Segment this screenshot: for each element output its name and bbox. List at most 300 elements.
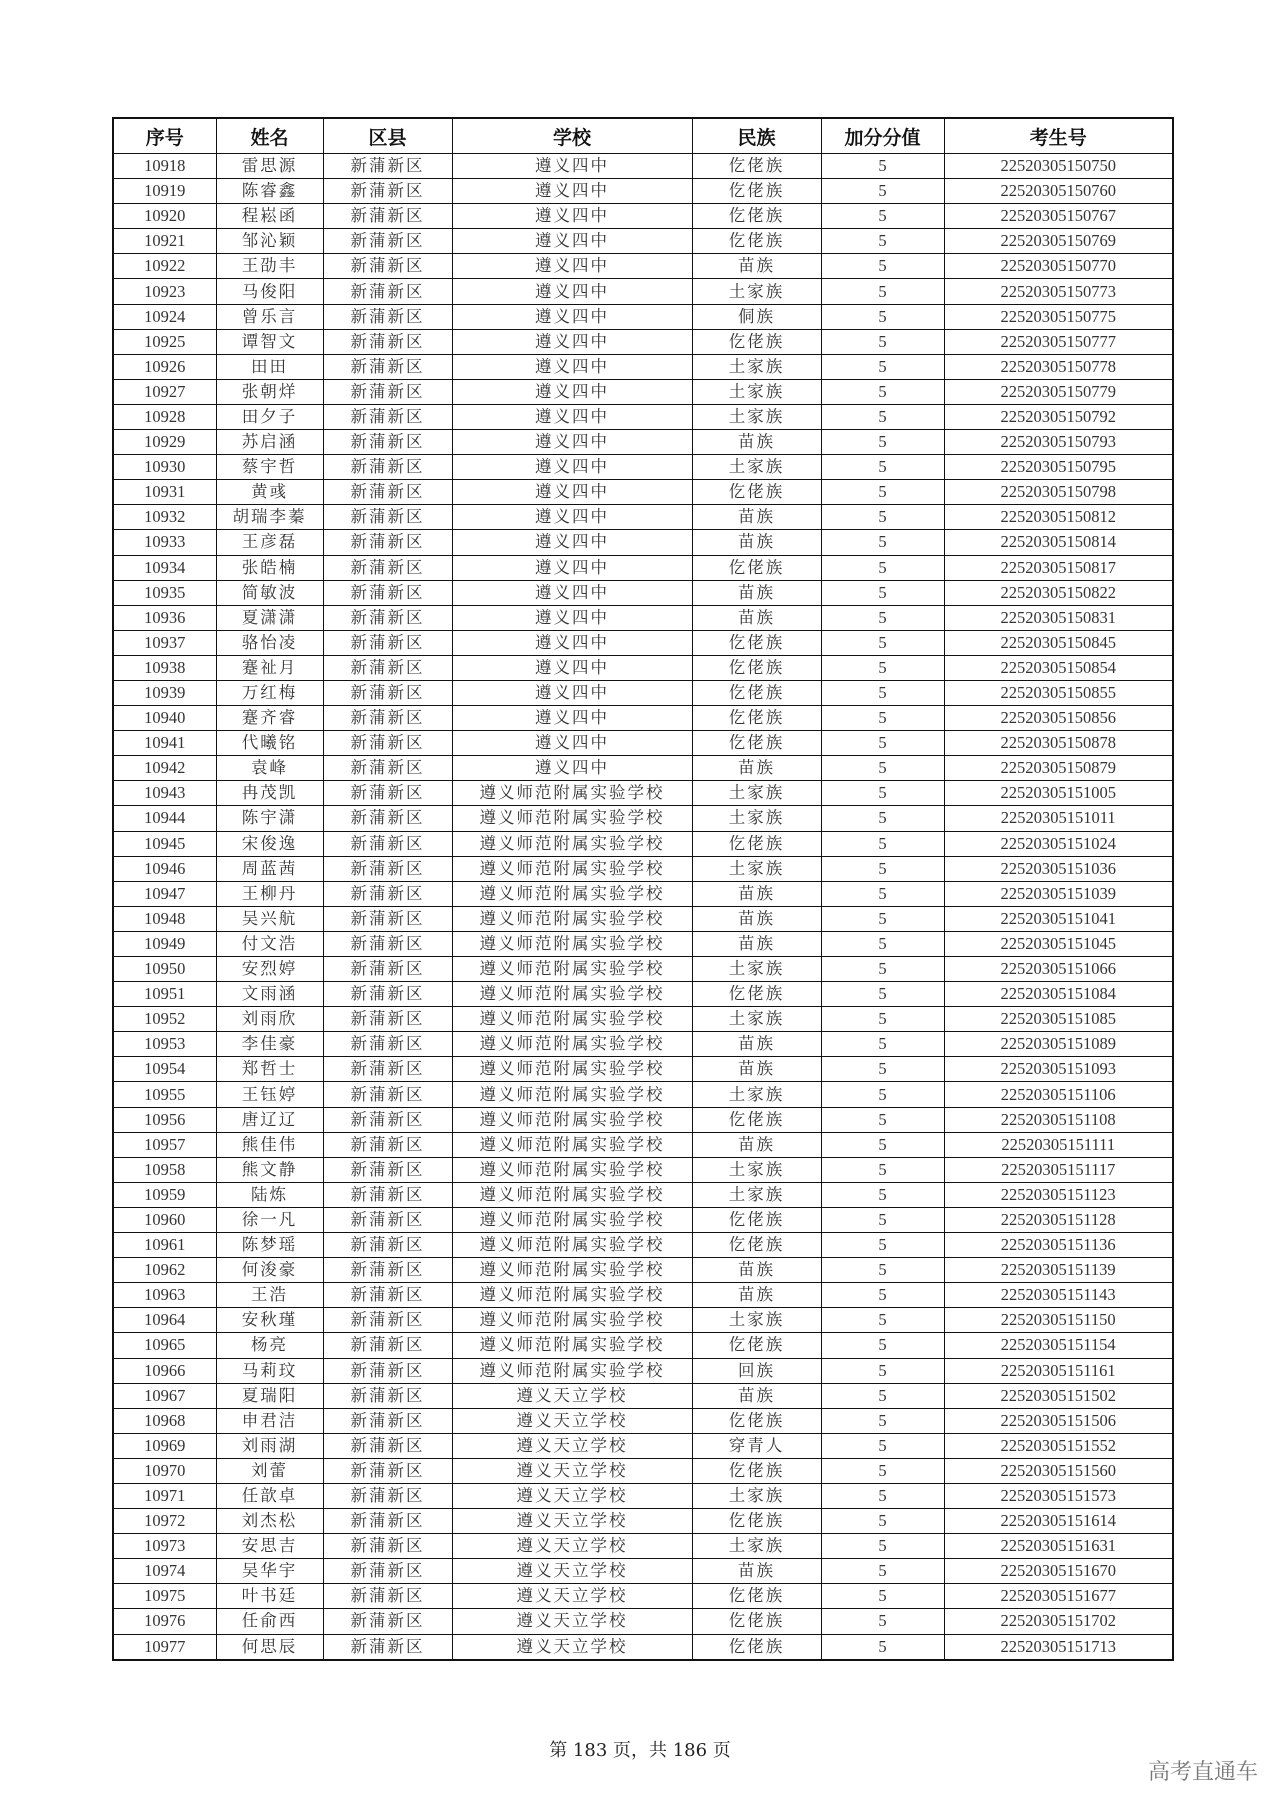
cell-name: 宋俊逸: [216, 831, 323, 856]
cell-exam-id: 22520305151039: [944, 881, 1173, 906]
cell-ethnicity: 土家族: [692, 806, 821, 831]
table-row: [113, 856, 1173, 881]
cell-bonus-points: 5: [821, 555, 944, 580]
cell-name: 马莉玟: [216, 1358, 323, 1383]
header-exam-id: 考生号: [944, 118, 1173, 154]
cell-school: 遵义天立学校: [452, 1534, 692, 1559]
cell-index: 10972: [113, 1509, 216, 1534]
table-row: [113, 957, 1173, 982]
cell-exam-id: 22520305151108: [944, 1107, 1173, 1132]
cell-name: 谭智文: [216, 329, 323, 354]
cell-index: 10960: [113, 1207, 216, 1232]
cell-index: 10942: [113, 756, 216, 781]
table-row: [113, 1609, 1173, 1634]
cell-index: 10925: [113, 329, 216, 354]
cell-name: 刘雨欣: [216, 1007, 323, 1032]
cell-bonus-points: 5: [821, 1182, 944, 1207]
cell-school: 遵义天立学校: [452, 1609, 692, 1634]
cell-ethnicity: 苗族: [692, 1132, 821, 1157]
cell-name: 李佳豪: [216, 1032, 323, 1057]
cell-exam-id: 22520305150798: [944, 480, 1173, 505]
cell-index: 10966: [113, 1358, 216, 1383]
cell-bonus-points: 5: [821, 1207, 944, 1232]
cell-index: 10945: [113, 831, 216, 856]
table-body: [113, 154, 1173, 1660]
cell-ethnicity: 穿青人: [692, 1433, 821, 1458]
cell-ethnicity: 土家族: [692, 279, 821, 304]
cell-exam-id: 22520305151573: [944, 1483, 1173, 1508]
cell-ethnicity: 仡佬族: [692, 154, 821, 179]
cell-ethnicity: 土家族: [692, 1082, 821, 1107]
cell-exam-id: 22520305151161: [944, 1358, 1173, 1383]
cell-school: 遵义师范附属实验学校: [452, 806, 692, 831]
cell-ethnicity: 土家族: [692, 856, 821, 881]
table-row: [113, 254, 1173, 279]
table-row: [113, 229, 1173, 254]
roster-table: [112, 117, 1174, 1661]
cell-ethnicity: 苗族: [692, 906, 821, 931]
cell-district: 新蒲新区: [323, 630, 452, 655]
cell-ethnicity: 仡佬族: [692, 731, 821, 756]
cell-bonus-points: 5: [821, 1082, 944, 1107]
cell-index: 10943: [113, 781, 216, 806]
cell-district: 新蒲新区: [323, 1458, 452, 1483]
cell-name: 田夕子: [216, 404, 323, 429]
cell-index: 10948: [113, 906, 216, 931]
cell-district: 新蒲新区: [323, 179, 452, 204]
cell-index: 10953: [113, 1032, 216, 1057]
cell-name: 陈梦瑶: [216, 1233, 323, 1258]
table-row: [113, 931, 1173, 956]
table-row: [113, 1132, 1173, 1157]
table-row: [113, 354, 1173, 379]
cell-index: 10958: [113, 1157, 216, 1182]
cell-exam-id: 22520305150831: [944, 605, 1173, 630]
cell-district: 新蒲新区: [323, 1433, 452, 1458]
cell-school: 遵义四中: [452, 154, 692, 179]
cell-name: 代曦铭: [216, 731, 323, 756]
cell-index: 10933: [113, 530, 216, 555]
cell-district: 新蒲新区: [323, 404, 452, 429]
cell-exam-id: 22520305150773: [944, 279, 1173, 304]
cell-index: 10974: [113, 1559, 216, 1584]
cell-exam-id: 22520305151041: [944, 906, 1173, 931]
cell-ethnicity: 苗族: [692, 1283, 821, 1308]
table-row: [113, 1283, 1173, 1308]
cell-district: 新蒲新区: [323, 1584, 452, 1609]
cell-index: 10965: [113, 1333, 216, 1358]
cell-index: 10946: [113, 856, 216, 881]
cell-index: 10949: [113, 931, 216, 956]
cell-name: 骆怡凌: [216, 630, 323, 655]
cell-district: 新蒲新区: [323, 982, 452, 1007]
cell-school: 遵义师范附属实验学校: [452, 831, 692, 856]
cell-exam-id: 22520305150878: [944, 731, 1173, 756]
cell-district: 新蒲新区: [323, 1283, 452, 1308]
cell-exam-id: 22520305150777: [944, 329, 1173, 354]
cell-district: 新蒲新区: [323, 1408, 452, 1433]
table-row: [113, 1157, 1173, 1182]
cell-index: 10929: [113, 430, 216, 455]
cell-ethnicity: 回族: [692, 1358, 821, 1383]
cell-name: 唐辽辽: [216, 1107, 323, 1132]
cell-exam-id: 22520305151123: [944, 1182, 1173, 1207]
cell-name: 熊文静: [216, 1157, 323, 1182]
cell-bonus-points: 5: [821, 1007, 944, 1032]
cell-district: 新蒲新区: [323, 1057, 452, 1082]
table-row: [113, 806, 1173, 831]
cell-bonus-points: 5: [821, 1483, 944, 1508]
cell-index: 10938: [113, 655, 216, 680]
cell-name: 张皓楠: [216, 555, 323, 580]
cell-index: 10934: [113, 555, 216, 580]
cell-school: 遵义天立学校: [452, 1509, 692, 1534]
cell-district: 新蒲新区: [323, 354, 452, 379]
cell-ethnicity: 侗族: [692, 304, 821, 329]
cell-exam-id: 22520305151139: [944, 1258, 1173, 1283]
cell-bonus-points: 5: [821, 480, 944, 505]
cell-index: 10931: [113, 480, 216, 505]
cell-school: 遵义师范附属实验学校: [452, 1283, 692, 1308]
cell-index: 10952: [113, 1007, 216, 1032]
cell-bonus-points: 5: [821, 455, 944, 480]
cell-name: 万红梅: [216, 680, 323, 705]
cell-ethnicity: 苗族: [692, 1559, 821, 1584]
cell-bonus-points: 5: [821, 354, 944, 379]
cell-name: 刘雨湖: [216, 1433, 323, 1458]
cell-bonus-points: 5: [821, 580, 944, 605]
cell-bonus-points: 5: [821, 831, 944, 856]
table-row: [113, 379, 1173, 404]
cell-index: 10968: [113, 1408, 216, 1433]
cell-exam-id: 22520305150879: [944, 756, 1173, 781]
cell-school: 遵义四中: [452, 680, 692, 705]
cell-exam-id: 22520305150792: [944, 404, 1173, 429]
cell-exam-id: 22520305151011: [944, 806, 1173, 831]
table-row: [113, 430, 1173, 455]
cell-name: 夏潇潇: [216, 605, 323, 630]
cell-name: 郑哲士: [216, 1057, 323, 1082]
cell-bonus-points: 5: [821, 680, 944, 705]
cell-exam-id: 22520305150760: [944, 179, 1173, 204]
cell-index: 10962: [113, 1258, 216, 1283]
table-row: [113, 455, 1173, 480]
table-row: [113, 1383, 1173, 1408]
cell-school: 遵义四中: [452, 756, 692, 781]
cell-bonus-points: 5: [821, 1509, 944, 1534]
table-row: [113, 731, 1173, 756]
cell-name: 胡瑞李蓁: [216, 505, 323, 530]
cell-district: 新蒲新区: [323, 505, 452, 530]
cell-exam-id: 22520305150769: [944, 229, 1173, 254]
cell-bonus-points: 5: [821, 1057, 944, 1082]
cell-exam-id: 22520305151702: [944, 1609, 1173, 1634]
table-row: [113, 179, 1173, 204]
cell-name: 夏瑞阳: [216, 1383, 323, 1408]
cell-district: 新蒲新区: [323, 430, 452, 455]
table-row: [113, 1634, 1173, 1660]
cell-bonus-points: 5: [821, 856, 944, 881]
cell-school: 遵义师范附属实验学校: [452, 957, 692, 982]
cell-exam-id: 22520305151093: [944, 1057, 1173, 1082]
table-row: [113, 505, 1173, 530]
cell-ethnicity: 土家族: [692, 1483, 821, 1508]
cell-bonus-points: 5: [821, 756, 944, 781]
cell-district: 新蒲新区: [323, 605, 452, 630]
cell-bonus-points: 5: [821, 1107, 944, 1132]
cell-name: 苏启涵: [216, 430, 323, 455]
cell-school: 遵义师范附属实验学校: [452, 1157, 692, 1182]
cell-index: 10963: [113, 1283, 216, 1308]
cell-exam-id: 22520305151117: [944, 1157, 1173, 1182]
cell-district: 新蒲新区: [323, 731, 452, 756]
table-row: [113, 555, 1173, 580]
cell-exam-id: 22520305150854: [944, 655, 1173, 680]
cell-ethnicity: 仡佬族: [692, 1408, 821, 1433]
cell-bonus-points: 5: [821, 605, 944, 630]
cell-index: 10964: [113, 1308, 216, 1333]
cell-school: 遵义四中: [452, 655, 692, 680]
cell-school: 遵义天立学校: [452, 1584, 692, 1609]
cell-name: 吴兴航: [216, 906, 323, 931]
cell-school: 遵义四中: [452, 279, 692, 304]
cell-school: 遵义师范附属实验学校: [452, 982, 692, 1007]
table-row: [113, 1032, 1173, 1057]
cell-district: 新蒲新区: [323, 1233, 452, 1258]
cell-district: 新蒲新区: [323, 480, 452, 505]
cell-name: 蹇祉月: [216, 655, 323, 680]
cell-name: 陈宇潇: [216, 806, 323, 831]
cell-ethnicity: 仡佬族: [692, 1233, 821, 1258]
table-row: [113, 1082, 1173, 1107]
cell-district: 新蒲新区: [323, 655, 452, 680]
cell-bonus-points: 5: [821, 229, 944, 254]
cell-school: 遵义师范附属实验学校: [452, 1333, 692, 1358]
cell-district: 新蒲新区: [323, 706, 452, 731]
cell-name: 付文浩: [216, 931, 323, 956]
cell-bonus-points: 5: [821, 1408, 944, 1433]
cell-school: 遵义四中: [452, 706, 692, 731]
cell-name: 王浩: [216, 1283, 323, 1308]
cell-school: 遵义师范附属实验学校: [452, 1082, 692, 1107]
table-row: [113, 404, 1173, 429]
cell-district: 新蒲新区: [323, 1509, 452, 1534]
cell-school: 遵义师范附属实验学校: [452, 1207, 692, 1232]
cell-index: 10930: [113, 455, 216, 480]
cell-school: 遵义四中: [452, 204, 692, 229]
cell-index: 10918: [113, 154, 216, 179]
cell-school: 遵义四中: [452, 731, 692, 756]
cell-district: 新蒲新区: [323, 931, 452, 956]
cell-school: 遵义师范附属实验学校: [452, 1107, 692, 1132]
cell-bonus-points: 5: [821, 329, 944, 354]
cell-district: 新蒲新区: [323, 1534, 452, 1559]
cell-ethnicity: 土家族: [692, 1182, 821, 1207]
cell-index: 10950: [113, 957, 216, 982]
cell-exam-id: 22520305151631: [944, 1534, 1173, 1559]
cell-exam-id: 22520305150845: [944, 630, 1173, 655]
table-row: [113, 706, 1173, 731]
cell-bonus-points: 5: [821, 781, 944, 806]
cell-index: 10940: [113, 706, 216, 731]
cell-name: 周蓝茜: [216, 856, 323, 881]
cell-index: 10939: [113, 680, 216, 705]
cell-exam-id: 22520305151005: [944, 781, 1173, 806]
cell-ethnicity: 仡佬族: [692, 1107, 821, 1132]
cell-ethnicity: 仡佬族: [692, 680, 821, 705]
cell-index: 10920: [113, 204, 216, 229]
header-ethnicity: 民族: [692, 118, 821, 154]
cell-school: 遵义师范附属实验学校: [452, 1132, 692, 1157]
table-row: [113, 304, 1173, 329]
cell-ethnicity: 土家族: [692, 1007, 821, 1032]
cell-school: 遵义四中: [452, 404, 692, 429]
cell-name: 邹沁颖: [216, 229, 323, 254]
cell-index: 10935: [113, 580, 216, 605]
table-row: [113, 831, 1173, 856]
cell-index: 10976: [113, 1609, 216, 1634]
cell-exam-id: 22520305151066: [944, 957, 1173, 982]
cell-bonus-points: 5: [821, 982, 944, 1007]
cell-index: 10937: [113, 630, 216, 655]
cell-index: 10923: [113, 279, 216, 304]
cell-name: 田田: [216, 354, 323, 379]
cell-school: 遵义四中: [452, 304, 692, 329]
cell-bonus-points: 5: [821, 906, 944, 931]
cell-ethnicity: 仡佬族: [692, 1333, 821, 1358]
table-row: [113, 1007, 1173, 1032]
table-row: [113, 204, 1173, 229]
table-row: [113, 1358, 1173, 1383]
cell-bonus-points: 5: [821, 957, 944, 982]
cell-name: 王劭丰: [216, 254, 323, 279]
cell-ethnicity: 苗族: [692, 580, 821, 605]
table-row: [113, 1107, 1173, 1132]
cell-name: 黄彧: [216, 480, 323, 505]
cell-district: 新蒲新区: [323, 1609, 452, 1634]
cell-name: 张朝烊: [216, 379, 323, 404]
cell-exam-id: 22520305150822: [944, 580, 1173, 605]
cell-bonus-points: 5: [821, 630, 944, 655]
cell-index: 10922: [113, 254, 216, 279]
table-row: [113, 1458, 1173, 1483]
cell-exam-id: 22520305151106: [944, 1082, 1173, 1107]
cell-school: 遵义四中: [452, 455, 692, 480]
cell-exam-id: 22520305151024: [944, 831, 1173, 856]
cell-school: 遵义四中: [452, 354, 692, 379]
table-row: [113, 1057, 1173, 1082]
cell-district: 新蒲新区: [323, 304, 452, 329]
cell-name: 蹇齐睿: [216, 706, 323, 731]
cell-index: 10926: [113, 354, 216, 379]
table-row: [113, 1559, 1173, 1584]
cell-ethnicity: 土家族: [692, 957, 821, 982]
table-row: [113, 1483, 1173, 1508]
cell-name: 安秋瑾: [216, 1308, 323, 1333]
table-row: [113, 906, 1173, 931]
cell-name: 曾乐言: [216, 304, 323, 329]
cell-district: 新蒲新区: [323, 379, 452, 404]
cell-district: 新蒲新区: [323, 1559, 452, 1584]
cell-index: 10955: [113, 1082, 216, 1107]
cell-district: 新蒲新区: [323, 555, 452, 580]
cell-name: 申君洁: [216, 1408, 323, 1433]
cell-ethnicity: 仡佬族: [692, 480, 821, 505]
table-row: [113, 1233, 1173, 1258]
cell-district: 新蒲新区: [323, 254, 452, 279]
cell-school: 遵义师范附属实验学校: [452, 906, 692, 931]
cell-exam-id: 22520305151614: [944, 1509, 1173, 1534]
cell-exam-id: 22520305151713: [944, 1634, 1173, 1660]
cell-district: 新蒲新区: [323, 1308, 452, 1333]
cell-school: 遵义师范附属实验学校: [452, 1308, 692, 1333]
cell-bonus-points: 5: [821, 1609, 944, 1634]
cell-exam-id: 22520305150855: [944, 680, 1173, 705]
cell-ethnicity: 仡佬族: [692, 1609, 821, 1634]
cell-bonus-points: 5: [821, 179, 944, 204]
cell-ethnicity: 苗族: [692, 1032, 821, 1057]
table-row: [113, 881, 1173, 906]
cell-exam-id: 22520305150814: [944, 530, 1173, 555]
cell-school: 遵义师范附属实验学校: [452, 1007, 692, 1032]
cell-bonus-points: 5: [821, 505, 944, 530]
cell-school: 遵义师范附属实验学校: [452, 856, 692, 881]
cell-bonus-points: 5: [821, 279, 944, 304]
cell-exam-id: 22520305150775: [944, 304, 1173, 329]
cell-name: 徐一凡: [216, 1207, 323, 1232]
cell-bonus-points: 5: [821, 1458, 944, 1483]
cell-bonus-points: 5: [821, 1559, 944, 1584]
cell-bonus-points: 5: [821, 1132, 944, 1157]
cell-index: 10969: [113, 1433, 216, 1458]
cell-exam-id: 22520305151150: [944, 1308, 1173, 1333]
cell-bonus-points: 5: [821, 304, 944, 329]
cell-index: 10951: [113, 982, 216, 1007]
cell-name: 吴华宇: [216, 1559, 323, 1584]
cell-ethnicity: 苗族: [692, 1258, 821, 1283]
cell-index: 10928: [113, 404, 216, 429]
cell-exam-id: 22520305151111: [944, 1132, 1173, 1157]
cell-index: 10967: [113, 1383, 216, 1408]
cell-ethnicity: 苗族: [692, 756, 821, 781]
table-row: [113, 1534, 1173, 1559]
cell-name: 文雨涵: [216, 982, 323, 1007]
cell-district: 新蒲新区: [323, 1082, 452, 1107]
cell-ethnicity: 苗族: [692, 1383, 821, 1408]
table-row: [113, 329, 1173, 354]
cell-bonus-points: 5: [821, 1358, 944, 1383]
cell-name: 陈睿鑫: [216, 179, 323, 204]
cell-index: 10957: [113, 1132, 216, 1157]
table-row: [113, 1207, 1173, 1232]
cell-school: 遵义四中: [452, 430, 692, 455]
cell-exam-id: 22520305151143: [944, 1283, 1173, 1308]
cell-school: 遵义天立学校: [452, 1433, 692, 1458]
cell-school: 遵义四中: [452, 379, 692, 404]
cell-ethnicity: 苗族: [692, 530, 821, 555]
cell-exam-id: 22520305151136: [944, 1233, 1173, 1258]
table-row: [113, 605, 1173, 630]
cell-name: 熊佳伟: [216, 1132, 323, 1157]
watermark-logo-text: 高考直通车: [1148, 1760, 1259, 1785]
cell-name: 王柳丹: [216, 881, 323, 906]
cell-district: 新蒲新区: [323, 204, 452, 229]
cell-ethnicity: 仡佬族: [692, 329, 821, 354]
cell-ethnicity: 仡佬族: [692, 982, 821, 1007]
cell-district: 新蒲新区: [323, 856, 452, 881]
cell-bonus-points: 5: [821, 430, 944, 455]
cell-district: 新蒲新区: [323, 329, 452, 354]
